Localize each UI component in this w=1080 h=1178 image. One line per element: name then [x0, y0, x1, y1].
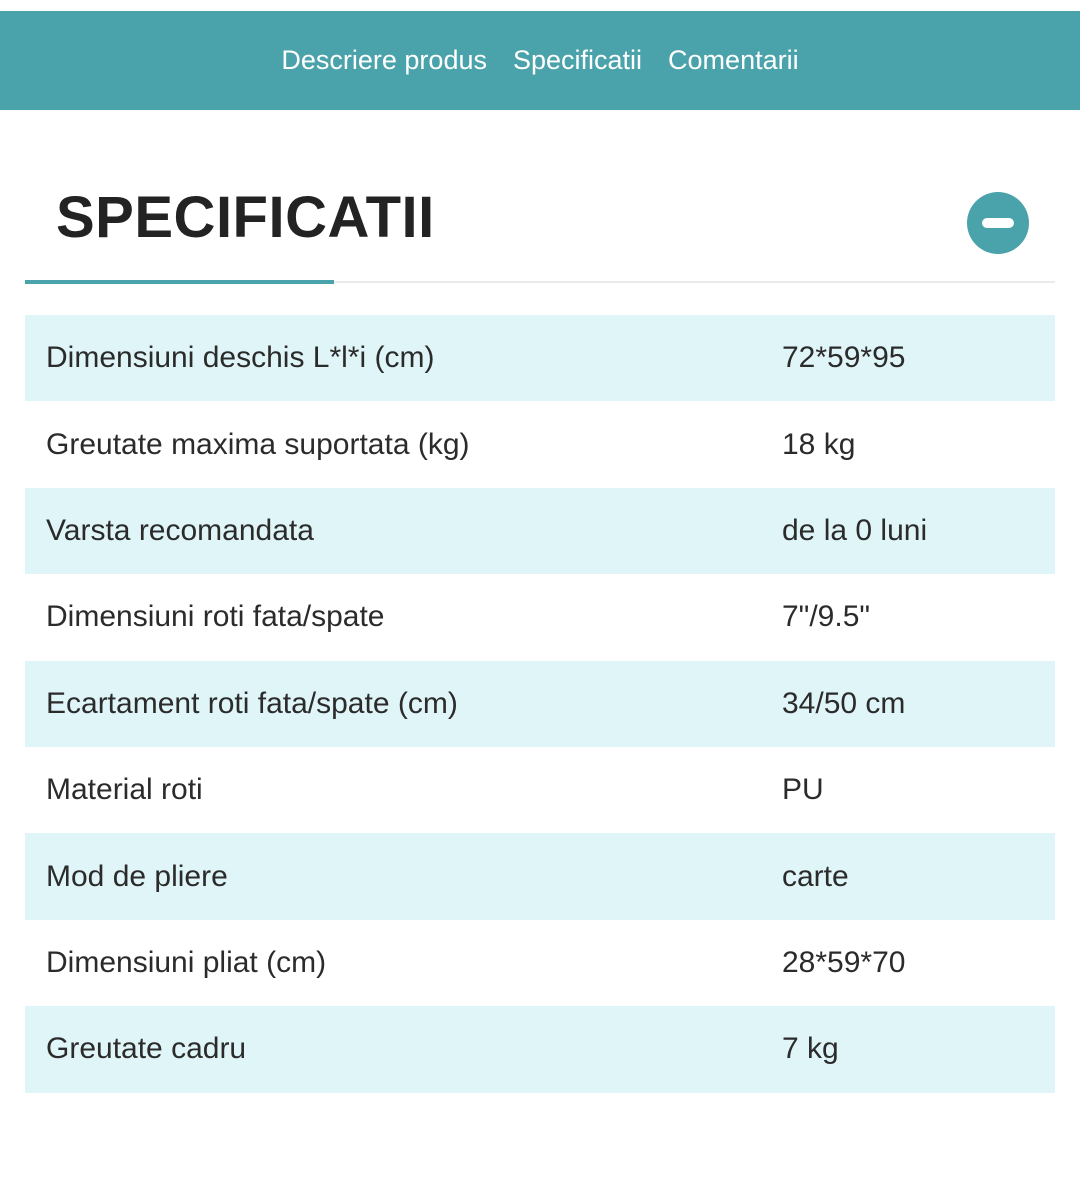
table-row — [25, 661, 1055, 747]
spec-label: Dimensiuni deschis L*l*i (cm) — [46, 341, 435, 375]
spec-value: carte — [782, 859, 849, 893]
spec-value: 28*59*70 — [782, 945, 906, 979]
spec-value: PU — [782, 773, 824, 807]
table-row — [25, 747, 1055, 833]
section-divider-accent — [25, 280, 334, 284]
spec-value: 7"/9.5" — [782, 600, 871, 634]
table-row — [25, 574, 1055, 660]
collapse-button[interactable] — [967, 192, 1029, 254]
spec-label: Mod de pliere — [46, 859, 228, 893]
table-row — [25, 401, 1055, 487]
spec-label: Ecartament roti fata/spate (cm) — [46, 686, 458, 720]
top-strip — [0, 0, 1080, 11]
spec-value: 7 kg — [782, 1032, 839, 1066]
spec-label: Greutate cadru — [46, 1032, 247, 1066]
tab-comentarii[interactable]: Comentarii — [668, 45, 799, 75]
table-row — [25, 315, 1055, 401]
spec-label: Material roti — [46, 773, 203, 807]
table-row — [25, 1006, 1055, 1092]
specs-section-header — [25, 160, 1055, 285]
spec-label: Dimensiuni pliat (cm) — [46, 945, 327, 979]
section-title: SPECIFICATII — [56, 185, 435, 250]
spec-label: Varsta recomandata — [46, 513, 314, 547]
spec-value: 34/50 cm — [782, 686, 906, 720]
spec-value: 72*59*95 — [782, 341, 906, 375]
spec-label: Greutate maxima suportata (kg) — [46, 427, 470, 461]
spec-value: 18 kg — [782, 427, 856, 461]
spec-label: Dimensiuni roti fata/spate — [46, 600, 385, 634]
minus-icon — [982, 218, 1014, 228]
table-row — [25, 833, 1055, 919]
spec-value: de la 0 luni — [782, 513, 928, 547]
tab-specificatii[interactable]: Specificatii — [512, 45, 643, 75]
specs-table — [25, 315, 1055, 1093]
table-row — [25, 488, 1055, 574]
product-tabs-nav — [0, 11, 1080, 110]
tab-descriere-produs[interactable]: Descriere produs — [281, 45, 487, 75]
table-row — [25, 920, 1055, 1006]
